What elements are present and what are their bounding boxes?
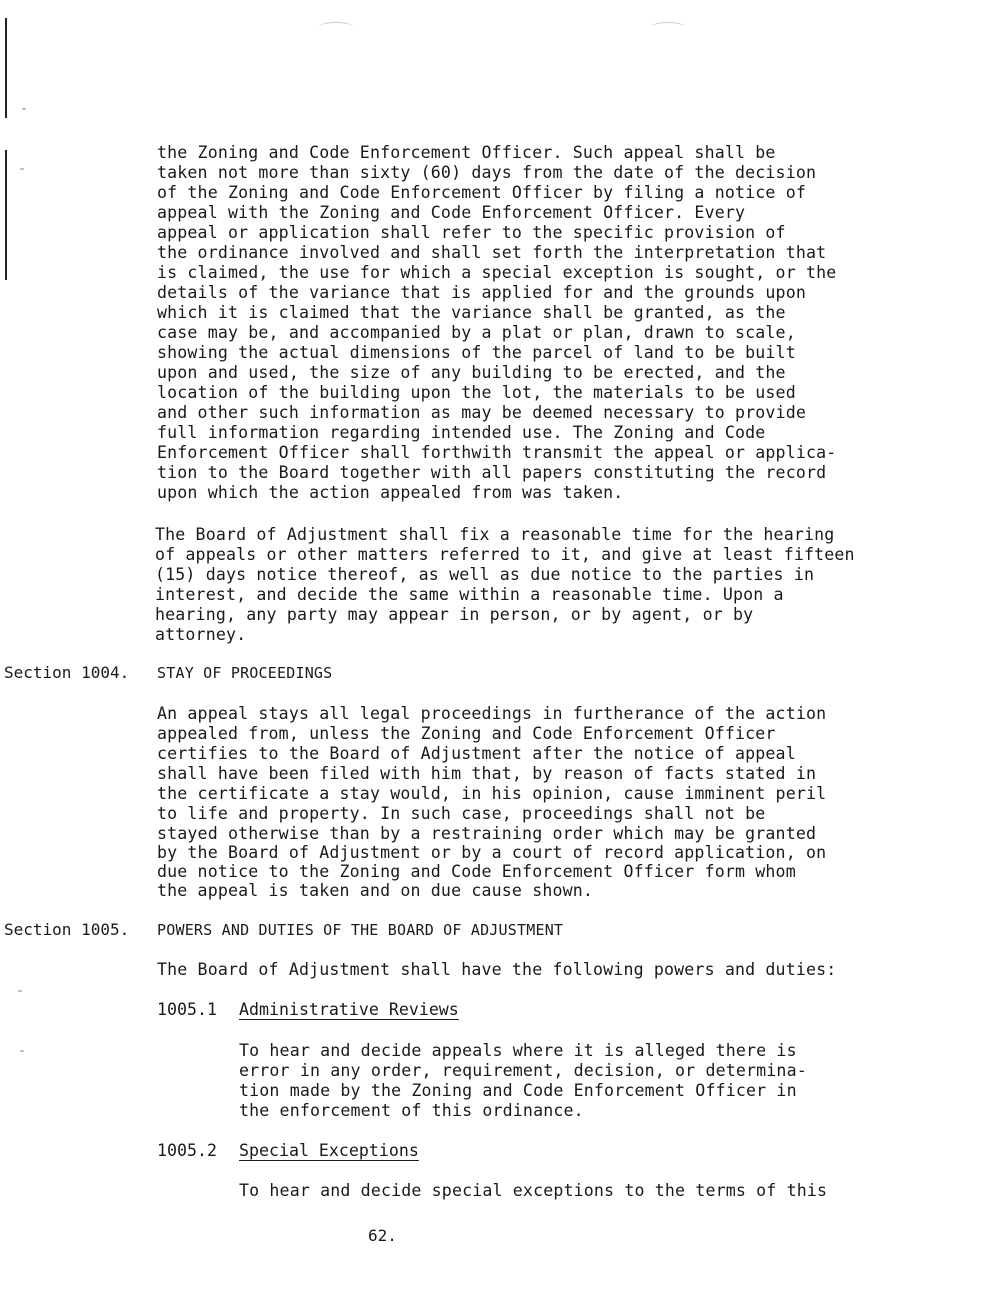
text-line: The Board of Adjustment shall fix a reasonable time for the hearing <box>155 525 835 544</box>
text-line: appealed from, unless the Zoning and Code Enforcement Officer <box>157 724 776 743</box>
section-label: Section 1005. <box>4 920 130 939</box>
text-line: appeal or application shall refer to the specific provision of <box>157 223 786 242</box>
text-line: certifies to the Board of Adjustment after the notice of appeal <box>157 744 796 763</box>
text-line: and other such information as may be deemed necessary to provide <box>157 403 806 422</box>
text-line: upon which the action appealed from was taken. <box>157 483 624 502</box>
text-line: the enforcement of this ordinance. <box>239 1101 584 1120</box>
text-line: tion made by the Zoning and Code Enforcement Officer in <box>239 1081 797 1100</box>
text-line: hearing, any party may appear in person, or by agent, or by <box>155 605 754 624</box>
text-line: An appeal stays all legal proceedings in furtherance of the action <box>157 704 827 723</box>
text-line: error in any order, requirement, decision, or determina- <box>239 1061 807 1080</box>
text-line: details of the variance that is applied for and the grounds upon <box>157 283 806 302</box>
text-line: appeal with the Zoning and Code Enforcement Officer. Every <box>157 203 746 222</box>
section-title: POWERS AND DUTIES OF THE BOARD OF ADJUSTMENT <box>157 921 564 939</box>
section-intro: The Board of Adjustment shall have the following powers and duties: <box>157 960 837 979</box>
subsection-title: Special Exceptions <box>239 1141 419 1160</box>
text-line: (15) days notice thereof, as well as due notice to the parties in <box>155 565 815 584</box>
scan-speck <box>20 1050 24 1052</box>
section-title: STAY OF PROCEEDINGS <box>157 664 333 682</box>
text-line: shall have been filed with him that, by reason of facts stated in <box>157 764 817 783</box>
text-line: case may be, and accompanied by a plat or plan, drawn to scale, <box>157 323 796 342</box>
text-line: taken not more than sixty (60) days from the date of the decision <box>157 163 817 182</box>
scan-speck <box>22 108 26 110</box>
text-line: the appeal is taken and on due cause shown. <box>157 881 594 900</box>
text-line: full information regarding intended use. The Zoning and Code <box>157 423 766 442</box>
scan-hole-mark <box>318 22 354 33</box>
text-line: showing the actual dimensions of the parcel of land to be built <box>157 343 796 362</box>
text-line: stayed otherwise than by a restraining order which may be granted <box>157 824 817 843</box>
text-line: which it is claimed that the variance shall be granted, as the <box>157 303 786 322</box>
text-line: the certificate a stay would, in his opinion, cause imminent peril <box>157 784 827 803</box>
scan-speck <box>18 990 22 992</box>
subsection-number: 1005.1 <box>157 1000 217 1019</box>
text-line: To hear and decide special exceptions to the terms of this <box>239 1181 828 1200</box>
text-line: location of the building upon the lot, the materials to be used <box>157 383 796 402</box>
text-line: Enforcement Officer shall forthwith transmit the appeal or applica- <box>157 443 837 462</box>
section-label: Section 1004. <box>4 663 130 682</box>
text-line: upon and used, the size of any building to be erected, and the <box>157 363 786 382</box>
text-line: by the Board of Adjustment or by a court of record application, on <box>157 843 827 862</box>
scan-speck <box>20 168 24 170</box>
page-number: 62. <box>368 1226 397 1245</box>
subsection-number: 1005.2 <box>157 1141 217 1160</box>
text-line: interest, and decide the same within a reasonable time. Upon a <box>155 585 784 604</box>
text-line: to life and property. In such case, proceedings shall not be <box>157 804 766 823</box>
text-line: the ordinance involved and shall set forth the interpretation that <box>157 243 827 262</box>
scan-edge-mark <box>5 18 7 118</box>
scan-edge-mark <box>5 150 7 280</box>
text-line: the Zoning and Code Enforcement Officer. Such appeal shall be <box>157 143 776 162</box>
text-line: attorney. <box>155 625 247 644</box>
text-line: is claimed, the use for which a special exception is sought, or the <box>157 263 837 282</box>
scan-hole-mark <box>650 22 686 33</box>
text-line: of appeals or other matters referred to it, and give at least fifteen <box>155 545 855 564</box>
text-line: To hear and decide appeals where it is alleged there is <box>239 1041 797 1060</box>
text-line: tion to the Board together with all papers constituting the record <box>157 463 827 482</box>
text-line: of the Zoning and Code Enforcement Officer by filing a notice of <box>157 183 806 202</box>
subsection-title: Administrative Reviews <box>239 1000 459 1019</box>
text-line: due notice to the Zoning and Code Enforcement Officer form whom <box>157 862 796 881</box>
